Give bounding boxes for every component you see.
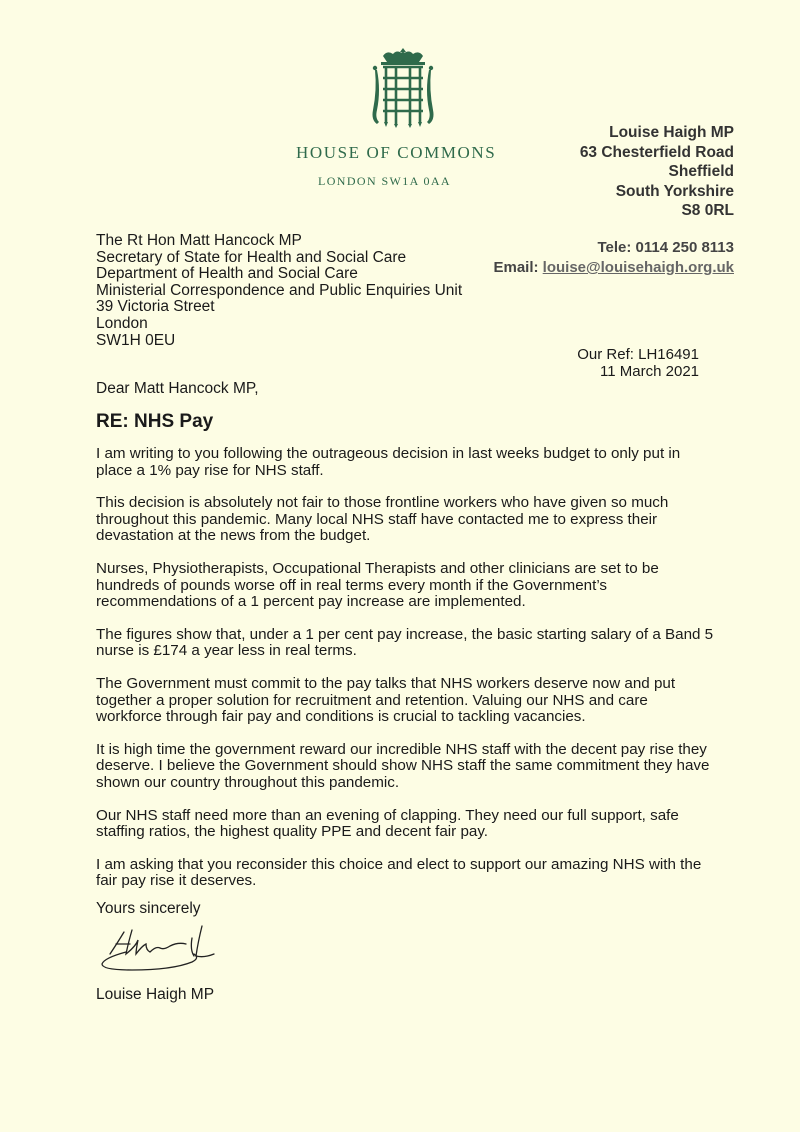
body-paragraph: I am writing to you following the outrageous decision in last weeks budget to only put in place a 1% pay rise for NHS staff.	[96, 445, 681, 479]
email-label: Email:	[493, 259, 539, 276]
recipient-line: Department of Health and Social Care	[96, 265, 358, 283]
body-paragraph: The Government must commit to the pay talks that NHS workers deserve now and put together a proper solution for recruitment and retention. Valuing our NHS and care workforce through fair pay and conditions is crucial to tackling vacancies.	[96, 674, 676, 726]
signer-name: Louise Haigh MP	[96, 986, 215, 1003]
sender-address-line: Sheffield	[668, 163, 734, 180]
sender-contact	[493, 238, 734, 278]
body-paragraph: Our NHS staff need more than an evening of clapping. They need our full support, safe staffing ratios, the highest quality PPE and decent fair pay.	[96, 806, 679, 841]
sender-address-line: South Yorkshire	[615, 182, 734, 200]
telephone-line	[493, 238, 734, 258]
recipient-address	[96, 233, 462, 349]
subject-heading: RE: NHS Pay	[96, 411, 214, 432]
letter-body	[96, 446, 716, 906]
body-paragraph: It is high time the government reward our incredible NHS staff with the decent pay rise they deserve. I believe the Government should show NHS staff the same commitment they have shown our country throughout this pandemic.	[96, 740, 710, 791]
letterhead-address: LONDON SW1A 0AA	[318, 174, 451, 188]
closing: Yours sincerely	[96, 900, 201, 917]
recipient-line: Ministerial Correspondence and Public Enquiries Unit	[96, 281, 463, 299]
recipient-line: The Rt Hon Matt Hancock MP	[96, 232, 302, 249]
email-link[interactable]: louise@louisehaigh.org.uk	[542, 259, 734, 276]
telephone-number: 0114 250 8113	[635, 239, 734, 256]
handwritten-signature-icon	[96, 920, 224, 972]
body-paragraph: I am asking that you reconsider this choice and elect to support our amazing NHS with the fair pay rise it deserves.	[96, 855, 702, 890]
sender-name: Louise Haigh MP	[609, 124, 734, 141]
body-paragraph: This decision is absolutely not fair to those frontline workers who have given so much throughout this pandemic. Many local NHS staff have contacted me to express their devastation at the news from the budget.	[96, 494, 669, 545]
reference-block	[577, 347, 699, 380]
recipient-line: SW1H 0EU	[96, 331, 176, 349]
sender-address-line: 63 Chesterfield Road	[579, 143, 734, 161]
portcullis-crest-icon	[369, 46, 437, 128]
sender-address-line: S8 0RL	[681, 202, 734, 219]
recipient-line: London	[96, 314, 148, 332]
body-paragraph: Nurses, Physiotherapists, Occupational Therapists and other clinicians are set to be hundreds of pounds worse off in real terms every month if the Government’s recommendations of a 1 percent pay increase are implemented.	[96, 559, 659, 611]
body-paragraph: The figures show that, under a 1 per cent pay increase, the basic starting salary of a Band 5 nurse is £174 a year less in real terms.	[96, 625, 714, 660]
recipient-line: 39 Victoria Street	[96, 298, 215, 316]
sender-address-block	[580, 123, 734, 221]
letterhead-title: HOUSE OF COMMONS	[296, 143, 497, 162]
letter-date: 11 March 2021	[600, 362, 699, 380]
salutation: Dear Matt Hancock MP,	[96, 380, 259, 397]
recipient-line: Secretary of State for Health and Social Care	[96, 248, 407, 266]
email-line	[493, 258, 734, 278]
our-ref: Our Ref: LH16491	[577, 346, 699, 363]
telephone-label: Tele:	[597, 239, 632, 256]
